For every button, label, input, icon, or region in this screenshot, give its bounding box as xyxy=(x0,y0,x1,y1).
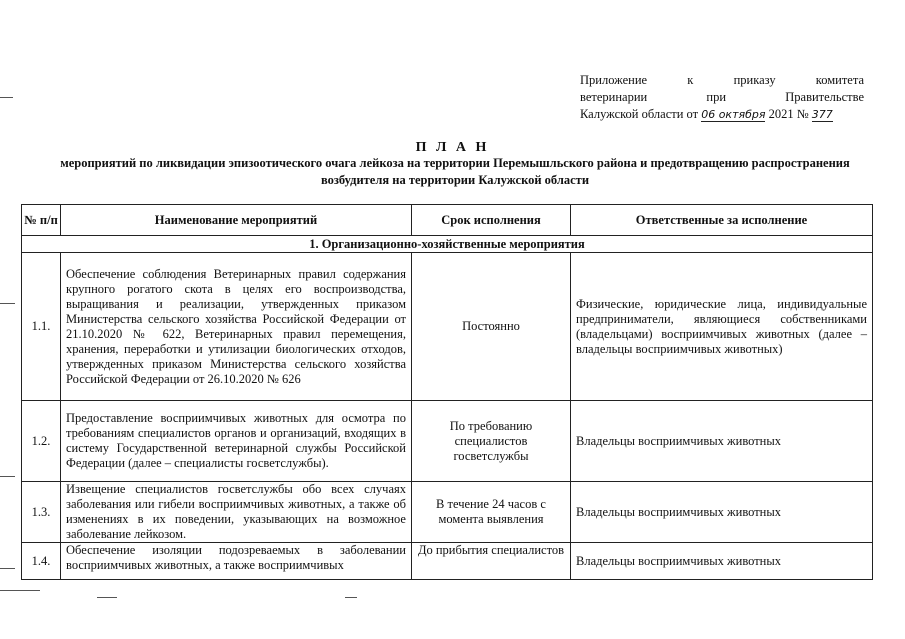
plan-subtitle: мероприятий по ликвидации эпизоотического очага лейкоза на территории Перемышльского района и предотвращению распространения возбудителя на территории Калужской области xyxy=(60,156,850,187)
table-row xyxy=(22,401,873,482)
row-term: По требованию специалистов госветслужбы xyxy=(412,401,571,482)
appendix-line-3: Калужской области от 06 октября 2021 № 377 xyxy=(580,107,833,121)
row-name: Обеспечение изоляции подозреваемых в заболевании восприимчивых животных, а также восприимчивых xyxy=(61,543,412,580)
row-term: В течение 24 часов с момента выявления xyxy=(412,482,571,543)
row-num: 1.1. xyxy=(22,253,61,401)
row-responsible: Владельцы восприимчивых животных xyxy=(571,401,873,482)
left-margin-mark xyxy=(0,476,15,477)
table-row xyxy=(22,543,873,580)
bottom-margin-mark xyxy=(97,597,117,598)
row-num: 1.2. xyxy=(22,401,61,482)
row-responsible: Владельцы восприимчивых животных xyxy=(571,543,873,580)
measures-table xyxy=(21,204,873,580)
row-name: Обеспечение соблюдения Ветеринарных правил содержания крупного рогатого скота в целях его воспроизводства, выращивания и реализации, утвержденных приказом Министерства сельского хозяйства Российской Федерации от 21.10.2020 № 622, Ветеринарных правил перемещения, хранения, переработки и утилизации биологических отходов, утвержденных приказом Министерства сельского хозяйства Российской Федерации от 26.10.2020 № 626 xyxy=(61,253,412,401)
left-margin-mark xyxy=(0,568,15,569)
row-name: Предоставление восприимчивых животных для осмотра по требованиям специалистов органов и организаций, входящих в систему Государственной ветеринарной службы Российской Федерации (далее – специалисты госветслужбы). xyxy=(61,401,412,482)
left-margin-mark xyxy=(0,97,13,98)
bottom-margin-mark xyxy=(0,590,40,591)
appendix-note xyxy=(580,72,864,123)
bottom-margin-mark xyxy=(345,597,357,598)
section-row xyxy=(22,236,873,253)
appendix-line-1: Приложение к приказу комитета xyxy=(580,73,864,87)
handwritten-date: 06 октября xyxy=(701,108,766,121)
header-name: Наименование мероприятий xyxy=(61,205,412,236)
section-title: 1. Организационно-хозяйственные мероприятия xyxy=(22,236,873,253)
row-term: До прибытия специалистов xyxy=(412,543,571,580)
header-num: № п/п xyxy=(22,205,61,236)
row-num: 1.4. xyxy=(22,543,61,580)
plan-title: П Л А Н xyxy=(415,140,490,155)
row-responsible: Физические, юридические лица, индивидуальные предприниматели, являющиеся собственниками (владельцами) восприимчивых животных (далее – владельцы восприимчивых животных) xyxy=(571,253,873,401)
table-row xyxy=(22,482,873,543)
row-name: Извещение специалистов госветслужбы обо всех случаях заболевания или гибели восприимчивых животных, а также об изменениях в их поведении, указывающих на возможное заболевание лейкозом. xyxy=(61,482,412,543)
table-header-row xyxy=(22,205,873,236)
header-term: Срок исполнения xyxy=(412,205,571,236)
table-row xyxy=(22,253,873,401)
header-responsible: Ответственные за исполнение xyxy=(571,205,873,236)
appendix-line-2: ветеринарии при Правительстве xyxy=(580,90,864,104)
handwritten-number: 377 xyxy=(811,108,833,121)
left-margin-mark xyxy=(0,303,15,304)
row-responsible: Владельцы восприимчивых животных xyxy=(571,482,873,543)
row-num: 1.3. xyxy=(22,482,61,543)
row-term: Постоянно xyxy=(412,253,571,401)
